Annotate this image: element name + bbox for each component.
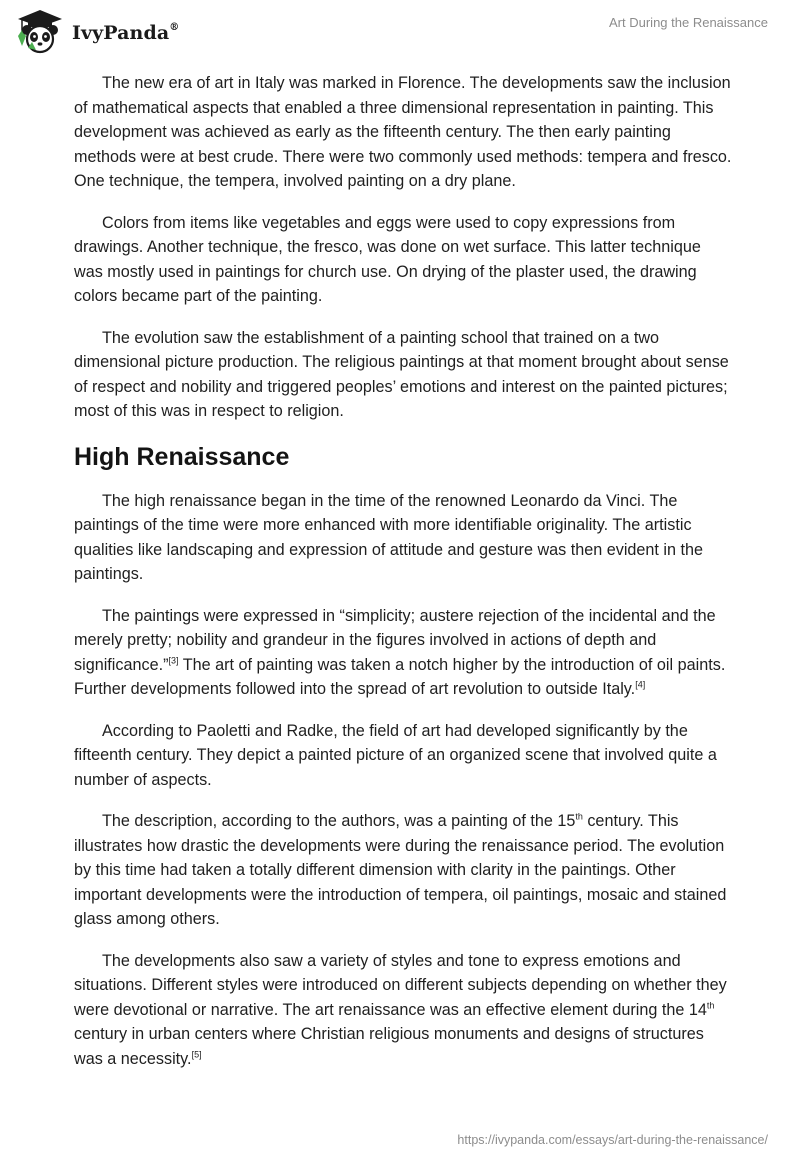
page-header (0, 0, 800, 60)
footnote-ref-4[interactable]: [4] (635, 679, 646, 690)
footnote-ref-3[interactable]: [3] (168, 655, 179, 666)
paragraph-1: The new era of art in Italy was marked in Florence. The developments saw the inclusion of mathematical aspects that enabled a three dimensional representation in painting. This development was achieved as early as the fifteenth century. The then early painting methods were at best crude. There were two commonly used methods: tempera and fresco. One technique, the tempera, involved painting on a dry plane. (74, 74, 732, 190)
paragraph-8: The developments also saw a variety of styles and tone to express emotions and situations. Different styles were introduced on different subjects depending on whether they were devotional or narrative. The art renaissance was an effective element during the 14th century in urban centers where Christian religious monuments and designs of structures was a necessity.[5] (74, 951, 727, 1068)
section-heading-high-renaissance: High Renaissance (74, 442, 290, 471)
paragraph-4: The high renaissance began in the time of the renowned Leonardo da Vinci. The paintings of the time were more enhanced with more identifiable originality. The artistic qualities like landscaping and expression of attitude and gesture was then evident in the paintings. (74, 491, 704, 583)
footnote-ref-5[interactable]: [5] (191, 1049, 202, 1060)
paragraph-2: Colors from items like vegetables and eggs were used to copy expressions from drawings. Another technique, the fresco, was done on wet surface. This latter technique was mostly used in paintings for church use. On drying of the plaster used, the drawing colors became part of the painting. (74, 213, 701, 305)
source-url[interactable]: https://ivypanda.com/essays/art-during-the-renaissance/ (457, 1133, 768, 1147)
paragraph-7: The description, according to the authors, was a painting of the 15th century. This illustrates how drastic the developments were during the renaissance period. The evolution by this time had taken a totally different dimension with clarity in the paintings. Other important developments were the introduction of tempera, oil paintings, mosaic and stained glass among others. (74, 811, 727, 928)
brand-name: IvyPanda® (72, 21, 180, 44)
panda-graduate-logo-icon (14, 8, 66, 56)
ivypanda-logo[interactable] (14, 8, 179, 56)
paragraph-6: According to Paoletti and Radke, the field of art had developed significantly by the fifteenth century. They depict a painted picture of an organized scene that involved quite a number of aspects. (74, 721, 717, 789)
document-title: Art During the Renaissance (609, 15, 768, 30)
article-body (74, 71, 734, 1088)
paragraph-3: The evolution saw the establishment of a painting school that trained on a two dimensional picture production. The religious paintings at that moment brought about sense of respect and nobility and triggered peoples’ emotions and interest on the painted pictures; most of this was in respect to religion. (74, 328, 729, 420)
paragraph-5: The paintings were expressed in “simplicity; austere rejection of the incidental and the merely pretty; nobility and grandeur in the figures involved in actions of depth and significance.”[3] The art of painting was taken a notch higher by the introduction of oil paints. Further developments followed into the spread of art revolution to outside Italy.[4] (74, 606, 726, 698)
